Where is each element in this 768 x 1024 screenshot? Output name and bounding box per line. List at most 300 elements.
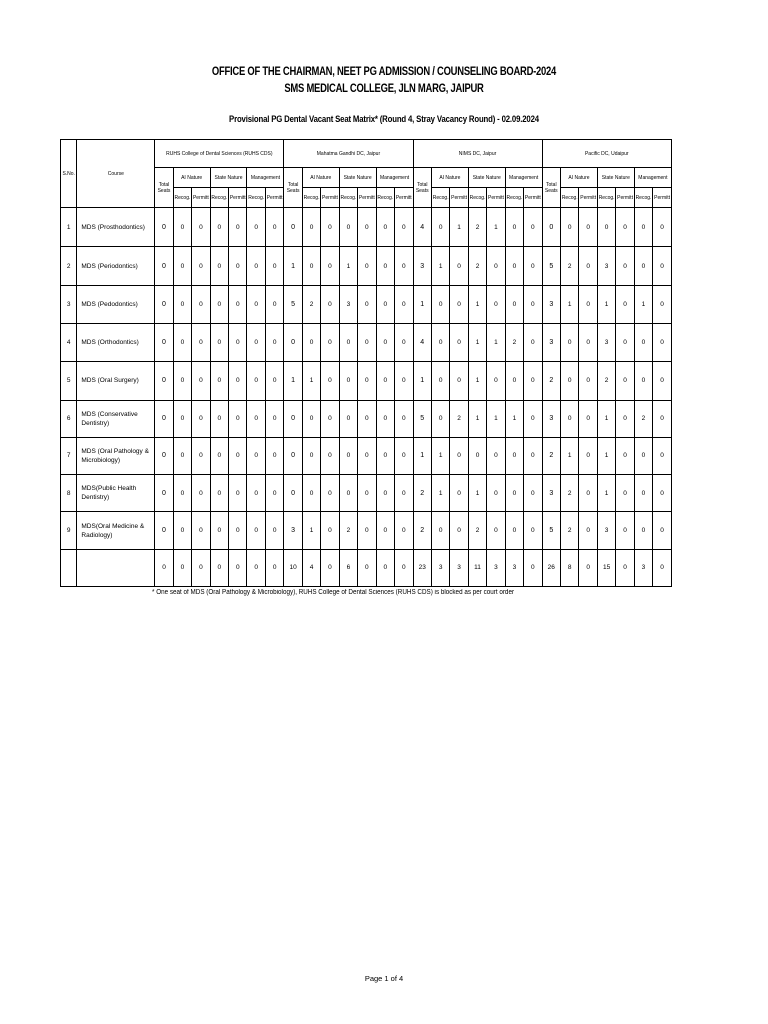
sub-column-header: Permitt [579, 188, 597, 208]
seat-count-cell: 0 [487, 512, 505, 549]
sub-column-header: Permitt [524, 188, 542, 208]
seat-count-cell: 0 [358, 285, 376, 323]
total-seats-cell: 0 [155, 208, 173, 247]
total-cell: 0 [265, 549, 283, 586]
seat-count-cell: 0 [192, 323, 210, 361]
seat-count-cell: 0 [524, 323, 542, 361]
course-name: MDS (Prosthodontics) [77, 208, 155, 247]
seat-count-cell: 0 [431, 323, 449, 361]
seat-count-cell: 1 [505, 400, 523, 437]
seat-count-cell: 0 [321, 362, 339, 400]
quota-group-header: State Nature [210, 168, 247, 188]
college-header: NIMS DC, Jaipur [413, 140, 542, 168]
seat-count-cell: 1 [468, 400, 486, 437]
seat-count-cell: 2 [302, 285, 320, 323]
seat-count-cell: 2 [597, 362, 615, 400]
course-name: MDS (Periodontics) [77, 247, 155, 285]
seat-count-cell: 0 [265, 247, 283, 285]
total-cell: 3 [487, 549, 505, 586]
total-cell: 0 [524, 549, 542, 586]
total-seats-cell: 0 [155, 323, 173, 361]
seat-count-cell: 0 [302, 400, 320, 437]
seat-count-cell: 1 [468, 323, 486, 361]
seat-count-cell: 0 [265, 208, 283, 247]
seat-count-cell: 0 [173, 512, 191, 549]
seat-count-cell: 2 [561, 247, 579, 285]
seat-count-cell: 0 [487, 475, 505, 512]
sub-column-header: Permitt [450, 188, 468, 208]
total-seats-header [155, 168, 173, 208]
college-header: Pacific DC, Udaipur [542, 140, 671, 168]
seat-count-cell: 0 [247, 323, 265, 361]
seat-count-cell: 1 [431, 437, 449, 474]
seat-count-cell: 1 [302, 362, 320, 400]
seat-count-cell: 2 [468, 208, 486, 247]
total-label: Total [287, 181, 299, 188]
sub-column-header: Recog. [339, 188, 357, 208]
seat-count-cell: 0 [210, 475, 228, 512]
seat-count-cell: 0 [321, 437, 339, 474]
seat-count-cell: 0 [395, 437, 414, 474]
seat-count-cell: 0 [395, 247, 414, 285]
seat-count-cell: 1 [634, 285, 652, 323]
seat-count-cell: 0 [616, 512, 634, 549]
seat-count-cell: 0 [229, 512, 247, 549]
seat-count-cell: 0 [358, 247, 376, 285]
seat-count-cell: 2 [634, 400, 652, 437]
total-seats-cell: 1 [284, 362, 302, 400]
seat-count-cell: 0 [321, 323, 339, 361]
empty-cell [77, 549, 155, 586]
seat-count-cell: 0 [505, 475, 523, 512]
seat-count-cell: 0 [358, 400, 376, 437]
seat-count-cell: 0 [634, 247, 652, 285]
seat-count-cell: 0 [450, 323, 468, 361]
seat-count-cell: 0 [339, 475, 357, 512]
total-cell: 3 [634, 549, 652, 586]
seat-count-cell: 1 [468, 475, 486, 512]
sub-column-header: Permitt [395, 188, 414, 208]
seat-count-cell: 0 [616, 208, 634, 247]
seat-count-cell: 1 [468, 285, 486, 323]
total-cell: 11 [468, 549, 486, 586]
seat-count-cell: 0 [616, 362, 634, 400]
seat-count-cell: 3 [597, 247, 615, 285]
quota-group-header: State Nature [339, 168, 376, 188]
seat-count-cell: 0 [505, 208, 523, 247]
seat-count-cell: 0 [229, 208, 247, 247]
seat-count-cell: 0 [395, 475, 414, 512]
seat-count-cell: 0 [524, 208, 542, 247]
sno-header: S.No. [61, 140, 77, 208]
seat-count-cell: 0 [450, 285, 468, 323]
seat-count-cell: 0 [192, 475, 210, 512]
total-seats-cell: 4 [413, 323, 431, 361]
seat-count-cell: 1 [431, 475, 449, 512]
seat-count-cell: 0 [339, 437, 357, 474]
seat-count-cell: 0 [302, 475, 320, 512]
seat-count-cell: 0 [487, 285, 505, 323]
seat-count-cell: 1 [597, 475, 615, 512]
seat-count-cell: 0 [302, 208, 320, 247]
sub-column-header: Permitt [358, 188, 376, 208]
seat-count-cell: 0 [634, 208, 652, 247]
seat-count-cell: 0 [358, 323, 376, 361]
seat-count-cell: 0 [229, 437, 247, 474]
seat-count-cell: 0 [210, 208, 228, 247]
seat-count-cell: 2 [561, 475, 579, 512]
seat-count-cell: 0 [210, 362, 228, 400]
sub-column-header: Permitt [321, 188, 339, 208]
matrix-title: Provisional PG Dental Vacant Seat Matrix* (Round 4, Stray Vacancy Round) - 02.09.2024 [229, 114, 539, 125]
seat-count-cell: 0 [173, 400, 191, 437]
seat-count-cell: 0 [265, 285, 283, 323]
seat-count-cell: 0 [579, 247, 597, 285]
quota-group-header: State Nature [597, 168, 634, 188]
total-seats-cell: 0 [284, 323, 302, 361]
seat-count-cell: 0 [192, 512, 210, 549]
seat-count-cell: 0 [229, 475, 247, 512]
seat-count-cell: 0 [487, 247, 505, 285]
seat-count-cell: 0 [579, 437, 597, 474]
table-row [61, 475, 672, 512]
seat-count-cell: 0 [450, 437, 468, 474]
empty-cell [61, 549, 77, 586]
seat-count-cell: 0 [210, 247, 228, 285]
table-row [61, 512, 672, 549]
serial-number: 3 [61, 285, 77, 323]
page-number: Page 1 of 4 [364, 974, 404, 983]
seat-count-cell: 0 [634, 475, 652, 512]
course-name: MDS(Oral Medicine & Radiology) [77, 512, 155, 549]
seat-count-cell: 0 [653, 362, 672, 400]
seat-count-cell: 1 [302, 512, 320, 549]
seat-count-cell: 0 [579, 208, 597, 247]
total-seats-cell: 3 [284, 512, 302, 549]
quota-group-header: AI Nature [561, 168, 598, 188]
total-seats-cell: 2 [413, 475, 431, 512]
seat-count-cell: 0 [616, 475, 634, 512]
seat-count-cell: 3 [339, 285, 357, 323]
sub-column-header: Recog. [376, 188, 394, 208]
sub-column-header: Recog. [505, 188, 523, 208]
total-cell: 6 [339, 549, 357, 586]
quota-group-header: Management [505, 168, 542, 188]
seat-count-cell: 0 [339, 208, 357, 247]
total-seats-cell: 1 [413, 285, 431, 323]
seat-count-cell: 0 [247, 475, 265, 512]
table-row [61, 362, 672, 400]
total-cell: 0 [229, 549, 247, 586]
header-line-1: OFFICE OF THE CHAIRMAN, NEET PG ADMISSION / COUNSELING BOARD-2024 [211, 66, 557, 78]
sub-column-header: Permitt [653, 188, 672, 208]
sub-column-header: Recog. [468, 188, 486, 208]
sub-column-header: Recog. [431, 188, 449, 208]
seat-count-cell: 0 [579, 323, 597, 361]
seat-count-cell: 0 [173, 208, 191, 247]
total-cell: 0 [247, 549, 265, 586]
seat-count-cell: 0 [173, 475, 191, 512]
seat-count-cell: 0 [653, 512, 672, 549]
total-seats-cell: 2 [413, 512, 431, 549]
seat-count-cell: 0 [339, 323, 357, 361]
seat-count-cell: 0 [505, 247, 523, 285]
quota-group-header: State Nature [468, 168, 505, 188]
seat-count-cell: 0 [302, 323, 320, 361]
seat-count-cell: 0 [653, 323, 672, 361]
college-header: Mahatma Gandhi DC, Jaipur [284, 140, 413, 168]
total-seats-cell: 3 [542, 323, 560, 361]
college-header: RUHS College of Dental Sciences (RUHS CDS) [155, 140, 284, 168]
seat-count-cell: 0 [524, 362, 542, 400]
total-seats-cell: 0 [284, 400, 302, 437]
seat-count-cell: 0 [653, 247, 672, 285]
sub-column-header: Permitt [265, 188, 283, 208]
seat-count-cell: 0 [450, 512, 468, 549]
seat-count-cell: 2 [561, 512, 579, 549]
seat-count-cell: 0 [653, 437, 672, 474]
total-cell: 0 [579, 549, 597, 586]
seat-count-cell: 0 [450, 247, 468, 285]
seat-count-cell: 0 [376, 437, 394, 474]
seat-count-cell: 0 [321, 400, 339, 437]
seat-count-cell: 0 [358, 512, 376, 549]
total-cell: 26 [542, 549, 560, 586]
sub-column-header: Recog. [247, 188, 265, 208]
seat-count-cell: 1 [450, 208, 468, 247]
table-row [61, 285, 672, 323]
seat-count-cell: 0 [376, 208, 394, 247]
seat-count-cell: 0 [247, 400, 265, 437]
seat-count-cell: 0 [395, 323, 414, 361]
total-seats-cell: 1 [413, 437, 431, 474]
seat-count-cell: 0 [395, 285, 414, 323]
course-name: MDS (Orthodontics) [77, 323, 155, 361]
seat-count-cell: 0 [597, 208, 615, 247]
seat-count-cell: 0 [561, 208, 579, 247]
seat-count-cell: 0 [634, 437, 652, 474]
total-seats-cell: 3 [542, 400, 560, 437]
seat-count-cell: 0 [616, 437, 634, 474]
total-seats-cell: 0 [284, 437, 302, 474]
seat-count-cell: 0 [450, 362, 468, 400]
seat-count-cell: 0 [505, 437, 523, 474]
table-row [61, 208, 672, 247]
seat-count-cell: 0 [524, 512, 542, 549]
seat-count-cell: 0 [265, 475, 283, 512]
seat-count-cell: 0 [395, 512, 414, 549]
seat-count-cell: 0 [431, 208, 449, 247]
seat-count-cell: 0 [579, 400, 597, 437]
seat-count-cell: 0 [339, 362, 357, 400]
table-row [61, 247, 672, 285]
total-seats-cell: 2 [542, 437, 560, 474]
total-cell: 3 [450, 549, 468, 586]
seat-count-cell: 0 [561, 323, 579, 361]
serial-number: 2 [61, 247, 77, 285]
seat-count-cell: 0 [431, 285, 449, 323]
total-seats-cell: 5 [542, 512, 560, 549]
total-seats-cell: 5 [542, 247, 560, 285]
sub-column-header: Recog. [302, 188, 320, 208]
sub-column-header: Recog. [561, 188, 579, 208]
total-seats-cell: 0 [155, 362, 173, 400]
seat-count-cell: 0 [302, 437, 320, 474]
seat-count-cell: 1 [487, 400, 505, 437]
seat-count-cell: 0 [634, 512, 652, 549]
sub-column-header: Recog. [173, 188, 191, 208]
quota-group-header: Management [247, 168, 284, 188]
total-cell: 3 [505, 549, 523, 586]
seat-count-cell: 0 [376, 285, 394, 323]
total-seats-cell: 2 [542, 362, 560, 400]
seat-count-cell: 0 [376, 362, 394, 400]
total-seats-cell: 0 [155, 285, 173, 323]
seat-count-cell: 3 [597, 512, 615, 549]
serial-number: 4 [61, 323, 77, 361]
seat-count-cell: 1 [468, 362, 486, 400]
seat-count-cell: 0 [616, 400, 634, 437]
sub-column-header: Recog. [210, 188, 228, 208]
sub-column-header: Permitt [616, 188, 634, 208]
seat-count-cell: 0 [210, 323, 228, 361]
total-cell: 0 [395, 549, 414, 586]
serial-number: 7 [61, 437, 77, 474]
seat-count-cell: 0 [579, 285, 597, 323]
seat-count-cell: 1 [487, 208, 505, 247]
total-seats-cell: 0 [155, 475, 173, 512]
total-cell: 10 [284, 549, 302, 586]
total-seats-cell: 3 [542, 285, 560, 323]
seat-count-cell: 0 [524, 437, 542, 474]
total-seats-cell: 0 [155, 437, 173, 474]
total-seats-header [542, 168, 560, 208]
totals-row [61, 549, 672, 586]
seat-count-cell: 0 [173, 362, 191, 400]
total-seats-cell: 0 [155, 247, 173, 285]
seat-count-cell: 0 [173, 323, 191, 361]
seat-count-cell: 0 [358, 362, 376, 400]
seat-count-cell: 1 [431, 247, 449, 285]
seat-count-cell: 0 [653, 285, 672, 323]
sub-column-header: Recog. [634, 188, 652, 208]
seat-count-cell: 0 [653, 475, 672, 512]
seat-count-cell: 0 [321, 475, 339, 512]
total-cell: 23 [413, 549, 431, 586]
seat-count-cell: 0 [229, 247, 247, 285]
table-row [61, 437, 672, 474]
seats-label: Seats [157, 187, 171, 194]
seat-count-cell: 0 [579, 475, 597, 512]
quota-group-header: AI Nature [431, 168, 468, 188]
seat-count-cell: 2 [450, 400, 468, 437]
total-cell: 4 [302, 549, 320, 586]
seat-count-cell: 0 [468, 437, 486, 474]
seat-count-cell: 0 [376, 475, 394, 512]
serial-number: 9 [61, 512, 77, 549]
serial-number: 5 [61, 362, 77, 400]
seat-count-cell: 1 [597, 285, 615, 323]
seat-count-cell: 0 [192, 437, 210, 474]
seat-count-cell: 0 [302, 247, 320, 285]
seat-count-cell: 0 [265, 437, 283, 474]
course-name: MDS (Oral Surgery) [77, 362, 155, 400]
course-name: MDS (Conservative Dentistry) [77, 400, 155, 437]
seat-count-cell: 0 [192, 362, 210, 400]
seat-count-cell: 0 [358, 208, 376, 247]
seat-count-cell: 2 [468, 512, 486, 549]
seat-count-cell: 0 [505, 362, 523, 400]
serial-number: 1 [61, 208, 77, 247]
seat-count-cell: 0 [358, 475, 376, 512]
seat-count-cell: 0 [192, 208, 210, 247]
total-cell: 0 [192, 549, 210, 586]
table-row [61, 400, 672, 437]
sub-column-header: Permitt [487, 188, 505, 208]
seat-count-cell: 0 [265, 400, 283, 437]
seat-count-cell: 0 [450, 475, 468, 512]
seat-count-cell: 0 [395, 208, 414, 247]
sub-column-header: Permitt [192, 188, 210, 208]
seat-count-cell: 1 [487, 323, 505, 361]
seat-count-cell: 0 [229, 362, 247, 400]
seat-count-cell: 0 [653, 208, 672, 247]
total-seats-cell: 5 [413, 400, 431, 437]
total-seats-cell: 0 [155, 400, 173, 437]
seat-count-cell: 0 [321, 208, 339, 247]
seat-count-cell: 0 [229, 323, 247, 361]
total-cell: 8 [561, 549, 579, 586]
total-seats-cell: 5 [284, 285, 302, 323]
seat-count-cell: 0 [376, 400, 394, 437]
seat-count-cell: 0 [229, 285, 247, 323]
seat-count-cell: 0 [524, 475, 542, 512]
quota-group-header: AI Nature [173, 168, 210, 188]
seat-count-cell: 0 [634, 323, 652, 361]
total-seats-header [413, 168, 431, 208]
seat-matrix-table [60, 139, 672, 587]
seat-count-cell: 0 [395, 362, 414, 400]
quota-group-header: Management [634, 168, 671, 188]
seat-count-cell: 0 [173, 247, 191, 285]
seat-count-cell: 0 [265, 512, 283, 549]
footnote: * One seat of MDS (Oral Pathology & Microbiology), RUHS College of Dental Sciences (RUHS CDS) is blocked as per court order [152, 589, 515, 596]
seat-count-cell: 0 [210, 437, 228, 474]
seat-count-cell: 0 [173, 285, 191, 323]
seats-label: Seats [286, 187, 300, 194]
seat-count-cell: 0 [173, 437, 191, 474]
quota-group-header: AI Nature [302, 168, 339, 188]
total-label: Total [158, 181, 170, 188]
total-seats-header [284, 168, 302, 208]
seat-count-cell: 1 [597, 400, 615, 437]
total-seats-cell: 3 [413, 247, 431, 285]
seat-count-cell: 0 [524, 400, 542, 437]
total-cell: 0 [616, 549, 634, 586]
total-seats-cell: 1 [413, 362, 431, 400]
seat-count-cell: 0 [431, 512, 449, 549]
total-seats-cell: 0 [542, 208, 560, 247]
seat-count-cell: 2 [505, 323, 523, 361]
seat-count-cell: 1 [561, 285, 579, 323]
seat-count-cell: 0 [505, 285, 523, 323]
total-seats-cell: 0 [155, 512, 173, 549]
seat-count-cell: 0 [579, 362, 597, 400]
seat-count-cell: 0 [265, 323, 283, 361]
document-header [0, 64, 768, 98]
seat-count-cell: 0 [579, 512, 597, 549]
seat-count-cell: 0 [210, 512, 228, 549]
